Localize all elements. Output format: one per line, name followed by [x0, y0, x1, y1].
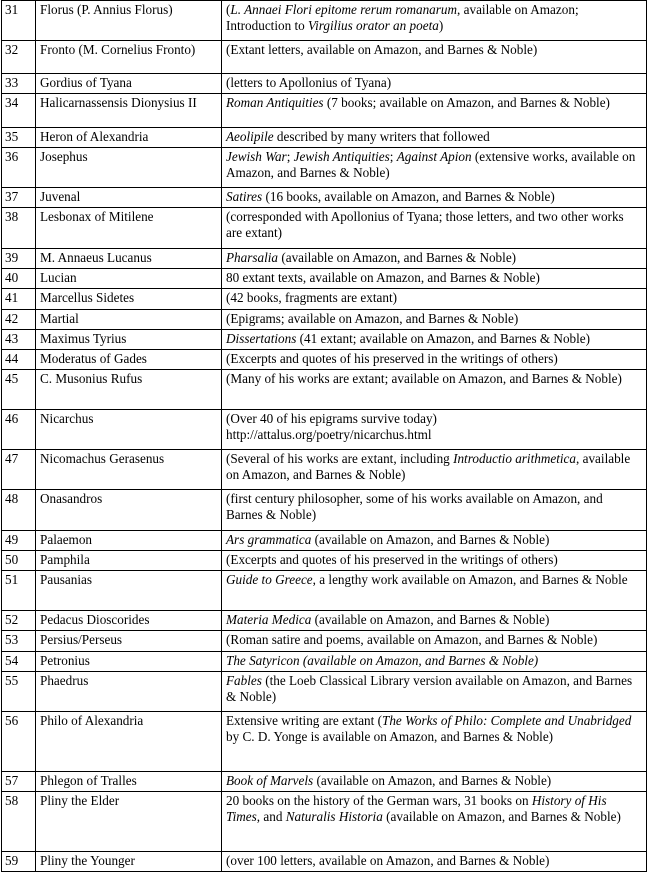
author-name: Palaemon — [36, 531, 222, 551]
italic-title: Roman Antiquities — [226, 95, 324, 110]
works-description — [222, 310, 647, 330]
description-text: ; — [389, 149, 397, 164]
author-name: M. Annaeus Lucanus — [36, 249, 222, 269]
table-row — [2, 712, 647, 772]
author-name: Petronius — [36, 652, 222, 672]
author-name: Pamphila — [36, 551, 222, 571]
works-description — [222, 631, 647, 652]
row-number: 34 — [2, 94, 36, 128]
italic-title: Materia Medica — [226, 612, 312, 627]
description-text: (Extant letters, available on Amazon, and Barnes & Noble) — [226, 42, 538, 57]
works-description — [222, 208, 647, 249]
italic-title: Aeolipile — [226, 129, 274, 144]
works-description — [222, 531, 647, 551]
works-description — [222, 792, 647, 852]
works-description — [222, 148, 647, 188]
author-name: Juvenal — [36, 188, 222, 208]
author-name: Gordius of Tyana — [36, 74, 222, 94]
table-row — [2, 370, 647, 410]
author-name: Maximus Tyrius — [36, 330, 222, 350]
description-text: (available on Amazon, and Barnes & Noble) — [382, 809, 621, 824]
row-number: 36 — [2, 148, 36, 188]
author-name: Pliny the Elder — [36, 792, 222, 852]
description-text: (Excerpts and quotes of his preserved in the writings of others) — [226, 552, 558, 567]
table-row — [2, 1, 647, 41]
description-text: , available on Amazon; Introduction to — [226, 2, 579, 33]
author-name: Josephus — [36, 148, 222, 188]
table-row — [2, 551, 647, 571]
works-description — [222, 41, 647, 74]
row-number: 58 — [2, 792, 36, 852]
authors-table — [1, 0, 647, 872]
table-row — [2, 249, 647, 269]
italic-title: L. Annaei Flori epitome rerum romanarum — [230, 2, 458, 17]
description-text: (Several of his works are extant, including — [226, 451, 454, 466]
works-description — [222, 94, 647, 128]
description-text: , available on Amazon, and Barnes & Noble) — [226, 451, 631, 482]
author-name: Martial — [36, 310, 222, 330]
table-row — [2, 652, 647, 672]
row-number: 35 — [2, 128, 36, 148]
author-name: Halicarnassensis Dionysius II — [36, 94, 222, 128]
row-number: 48 — [2, 490, 36, 531]
row-number: 42 — [2, 310, 36, 330]
author-name: Marcellus Sidetes — [36, 289, 222, 310]
row-number: 38 — [2, 208, 36, 249]
works-description — [222, 672, 647, 712]
author-name: Heron of Alexandria — [36, 128, 222, 148]
author-name: Pliny the Younger — [36, 852, 222, 872]
row-number: 55 — [2, 672, 36, 712]
table-row — [2, 571, 647, 611]
description-text: (over 100 letters, available on Amazon, and Barnes & Noble) — [226, 853, 550, 868]
row-number: 41 — [2, 289, 36, 310]
row-number: 39 — [2, 249, 36, 269]
description-text: (corresponded with Apollonius of Tyana; those letters, and two other works are extant) — [226, 209, 624, 240]
description-text: (Many of his works are extant; available on Amazon, and Barnes & Noble) — [226, 371, 622, 386]
works-description — [222, 269, 647, 289]
table-row — [2, 94, 647, 128]
authors-table-body — [2, 1, 647, 872]
works-description — [222, 490, 647, 531]
description-text: (available on Amazon, and Barnes & Noble) — [311, 612, 550, 627]
italic-title: Naturalis Historia — [285, 809, 383, 824]
row-number: 37 — [2, 188, 36, 208]
italic-title: Ars grammatica — [226, 532, 312, 547]
row-number: 40 — [2, 269, 36, 289]
row-number: 49 — [2, 531, 36, 551]
italic-title: Dissertations — [226, 331, 297, 346]
description-text: (first century philosopher, some of his works available on Amazon, and Barnes & Noble) — [226, 491, 603, 522]
description-text: (Over 40 of his epigrams survive today) http://attalus.org/poetry/nicarchus.html — [226, 411, 437, 442]
author-name: Nicomachus Gerasenus — [36, 450, 222, 490]
works-description — [222, 128, 647, 148]
description-text: ; — [286, 149, 294, 164]
row-number: 57 — [2, 772, 36, 792]
row-number: 56 — [2, 712, 36, 772]
works-description — [222, 330, 647, 350]
table-row — [2, 310, 647, 330]
works-description — [222, 772, 647, 792]
table-row — [2, 852, 647, 872]
author-name: Pedacus Dioscorides — [36, 611, 222, 631]
table-row — [2, 188, 647, 208]
table-row — [2, 772, 647, 792]
row-number: 32 — [2, 41, 36, 74]
description-text: ( — [226, 2, 231, 17]
author-name: C. Musonius Rufus — [36, 370, 222, 410]
author-name: Moderatus of Gades — [36, 350, 222, 370]
works-description — [222, 188, 647, 208]
table-row — [2, 148, 647, 188]
author-name: Persius/Perseus — [36, 631, 222, 652]
description-text: (16 books, available on Amazon, and Barnes & Noble) — [262, 189, 555, 204]
table-row — [2, 128, 647, 148]
description-text: (available on Amazon, and Barnes & Noble) — [311, 532, 550, 547]
author-name: Philo of Alexandria — [36, 712, 222, 772]
description-text: (Roman satire and poems, available on Amazon, and Barnes & Noble) — [226, 632, 598, 647]
table-row — [2, 350, 647, 370]
works-description — [222, 652, 647, 672]
description-text: , a lengthy work available on Amazon, and Barnes & Noble — [312, 572, 628, 587]
row-number: 47 — [2, 450, 36, 490]
works-description — [222, 551, 647, 571]
works-description — [222, 410, 647, 450]
description-text: (Epigrams; available on Amazon, and Barnes & Noble) — [226, 311, 519, 326]
italic-title: Book of Marvels — [226, 773, 314, 788]
works-description — [222, 852, 647, 872]
description-text: 80 extant texts, available on Amazon, and Barnes & Noble) — [226, 270, 540, 285]
description-text: (extensive works, available on Amazon, and Barnes & Noble) — [226, 149, 636, 180]
italic-title: History of His Times — [226, 793, 607, 824]
author-name: Phaedrus — [36, 672, 222, 712]
row-number: 45 — [2, 370, 36, 410]
italic-title: Jewish War — [226, 149, 287, 164]
description-text: by C. D. Yonge is available on Amazon, and Barnes & Noble) — [226, 729, 554, 744]
italic-title: Virgilius orator an poeta — [308, 18, 439, 33]
author-name: Pausanias — [36, 571, 222, 611]
italic-title: Jewish Antiquities — [293, 149, 390, 164]
table-row — [2, 672, 647, 712]
row-number: 46 — [2, 410, 36, 450]
works-description — [222, 450, 647, 490]
description-text: (available on Amazon, and Barnes & Noble) — [278, 250, 517, 265]
row-number: 51 — [2, 571, 36, 611]
works-description — [222, 249, 647, 269]
row-number: 33 — [2, 74, 36, 94]
italic-title: Fables — [226, 673, 262, 688]
description-text: Extensive writing are extant ( — [226, 713, 382, 728]
table-row — [2, 490, 647, 531]
author-name: Fronto (M. Cornelius Fronto) — [36, 41, 222, 74]
author-name: Florus (P. Annius Florus) — [36, 1, 222, 41]
italic-title: Pharsalia — [226, 250, 279, 265]
table-row — [2, 611, 647, 631]
italic-title: Against Apion — [396, 149, 472, 164]
author-name: Phlegon of Tralles — [36, 772, 222, 792]
description-text: (available on Amazon, and Barnes & Noble) — [313, 773, 552, 788]
works-description — [222, 712, 647, 772]
table-row — [2, 531, 647, 551]
table-row — [2, 631, 647, 652]
table-row — [2, 269, 647, 289]
italic-title: Guide to Greece — [226, 572, 313, 587]
author-name: Lesbonax of Mitilene — [36, 208, 222, 249]
row-number: 52 — [2, 611, 36, 631]
table-row — [2, 208, 647, 249]
row-number: 44 — [2, 350, 36, 370]
row-number: 53 — [2, 631, 36, 652]
works-description — [222, 571, 647, 611]
table-row — [2, 41, 647, 74]
table-row — [2, 792, 647, 852]
table-row — [2, 410, 647, 450]
description-text: (Excerpts and quotes of his preserved in the writings of others) — [226, 351, 558, 366]
description-text: 20 books on the history of the German wars, 31 books on — [226, 793, 532, 808]
description-text: ) — [438, 18, 444, 33]
row-number: 59 — [2, 852, 36, 872]
works-description — [222, 289, 647, 310]
works-description — [222, 350, 647, 370]
row-number: 54 — [2, 652, 36, 672]
row-number: 43 — [2, 330, 36, 350]
description-text: (41 extant; available on Amazon, and Barnes & Noble) — [296, 331, 591, 346]
author-name: Lucian — [36, 269, 222, 289]
table-row — [2, 289, 647, 310]
description-text: (the Loeb Classical Library version available on Amazon, and Barnes & Noble) — [226, 673, 633, 704]
author-name: Onasandros — [36, 490, 222, 531]
works-description — [222, 74, 647, 94]
table-row — [2, 330, 647, 350]
description-text: , and — [256, 809, 286, 824]
description-text: (42 books, fragments are extant) — [226, 290, 398, 305]
row-number: 31 — [2, 1, 36, 41]
works-description — [222, 1, 647, 41]
description-text: described by many writers that followed — [273, 129, 490, 144]
works-description — [222, 611, 647, 631]
italic-title: The Works of Philo: Complete and Unabridged — [382, 713, 632, 728]
italic-title: The Satyricon (available on Amazon, and Barnes & Noble) — [226, 653, 539, 668]
author-name: Nicarchus — [36, 410, 222, 450]
italic-title: Satires — [226, 189, 263, 204]
table-row — [2, 74, 647, 94]
row-number: 50 — [2, 551, 36, 571]
table-row — [2, 450, 647, 490]
description-text: (7 books; available on Amazon, and Barnes & Noble) — [323, 95, 610, 110]
italic-title: Introductio arithmetica — [453, 451, 577, 466]
description-text: (letters to Apollonius of Tyana) — [226, 75, 392, 90]
works-description — [222, 370, 647, 410]
